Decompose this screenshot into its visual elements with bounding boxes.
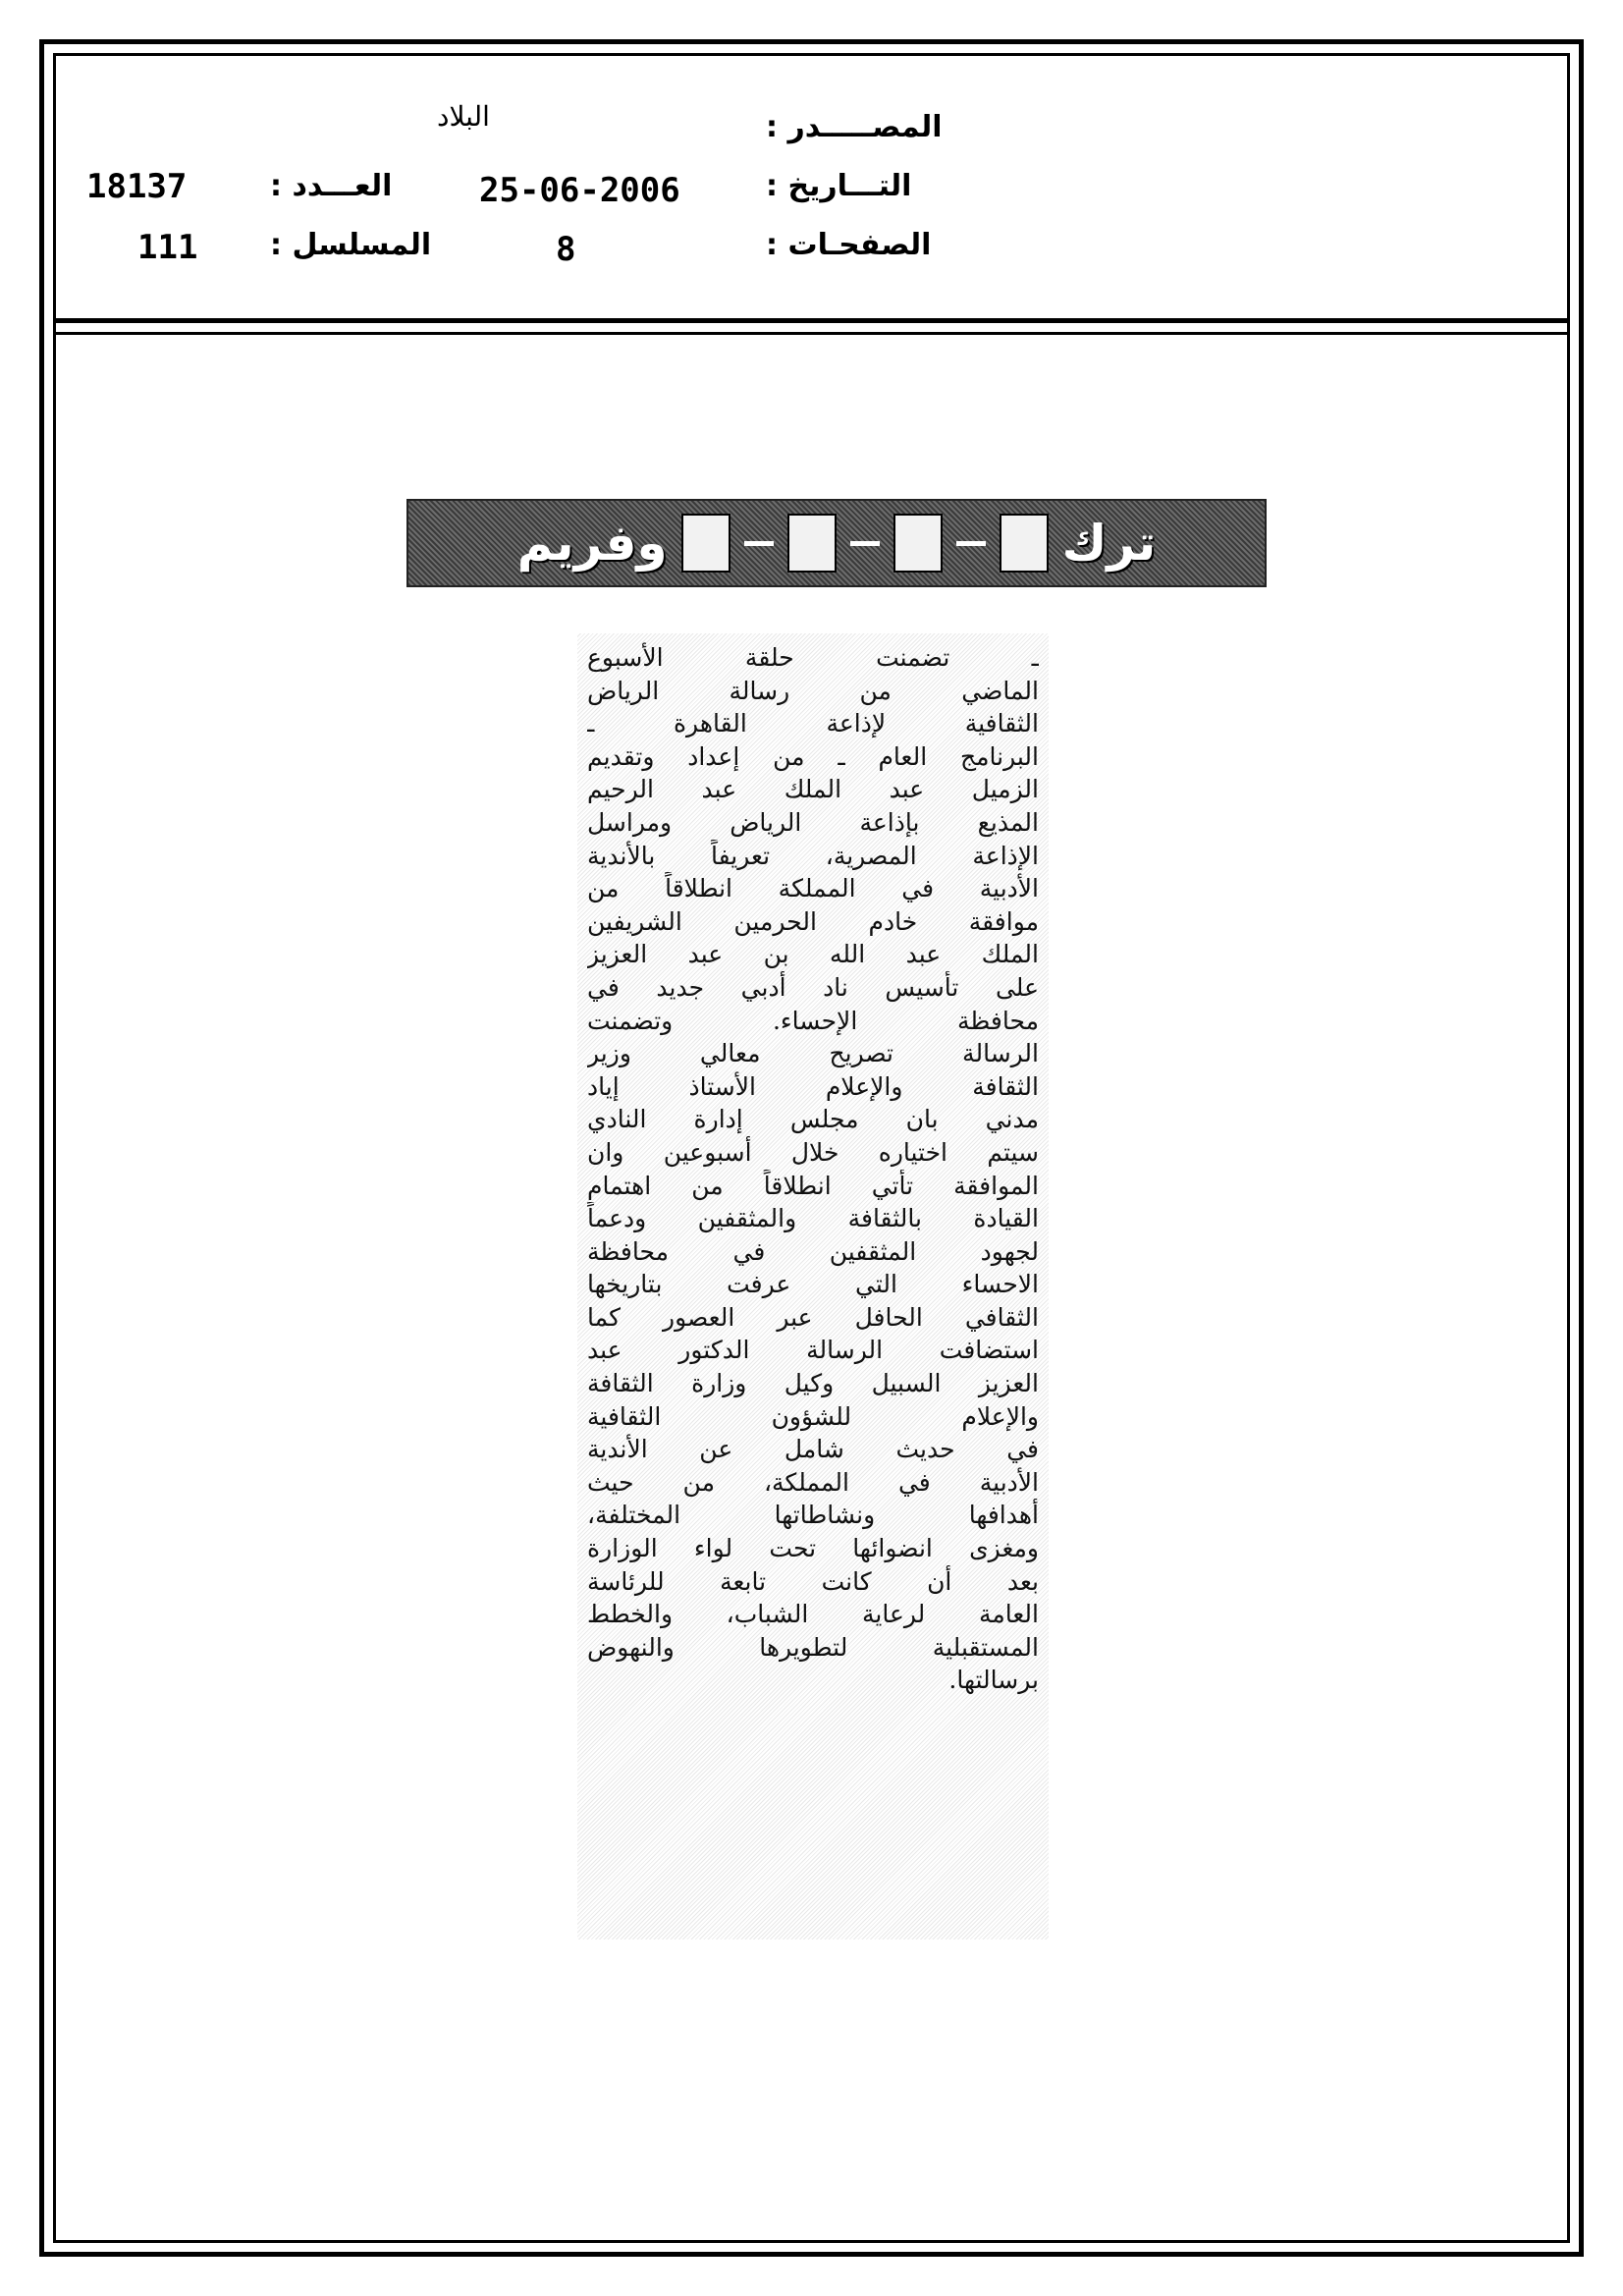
date-value: 25-06-2006 (479, 171, 680, 210)
article-line: العزيز السبيل وكيل وزارة الثقافة (587, 1369, 1039, 1398)
article-line: سيتم اختياره خلال أسبوعين وان (587, 1137, 1039, 1167)
article-line: مدني بان مجلس إدارة النادي (587, 1105, 1039, 1134)
redacted-block (681, 514, 730, 573)
article-line: البرنامج العام ـ من إعداد وتقديم (587, 741, 1039, 771)
article-line: في حديث شامل عن الأندية (587, 1435, 1039, 1464)
article-line: الماضي من رسالة الرياض (587, 676, 1039, 705)
article-headline (406, 499, 1267, 587)
article-line: استضافت الرسالة الدكتور عبد (587, 1336, 1039, 1365)
headline-word-left: وفريم (516, 515, 668, 572)
article-body (577, 633, 1049, 1940)
article-line: الأدبية في المملكة انطلاقاً من (587, 874, 1039, 903)
article-line: ومغزى انضوائها تحت لواء الوزارة (587, 1534, 1039, 1563)
article-line: المستقبلية لتطويرها والنهوض (587, 1632, 1039, 1662)
headline-dash (744, 541, 774, 546)
headline-dash (956, 541, 986, 546)
article-line: العامة لرعاية الشباب، والخطط (587, 1600, 1039, 1629)
article-line: برسالتها. (948, 1666, 1039, 1695)
issue-value: 18137 (86, 167, 188, 206)
headline-word-right: ترك (1061, 515, 1157, 572)
article-line: الثقافة والإعلام الأستاذ إياد (587, 1071, 1039, 1101)
article-line: لجهود المثقفين في محافظة (587, 1236, 1039, 1266)
article-line: القيادة بالثقافة والمثقفين ودعماً (587, 1204, 1039, 1233)
header-divider-inner (53, 332, 1570, 335)
article-line: الملك عبد الله بن عبد العزيز (587, 940, 1039, 969)
issue-label: العـــدد : (270, 169, 393, 203)
article-line: محافظة الإحساء. وتضمنت (587, 1006, 1039, 1035)
redacted-block (787, 514, 837, 573)
article-line: الثقافي الحافل عبر العصور كما (587, 1302, 1039, 1332)
pages-value: 8 (556, 230, 576, 269)
pages-label: الصفحـات : (766, 228, 932, 262)
article-line: أهدافها ونشاطاتها المختلفة، (587, 1501, 1039, 1530)
article-line: الموافقة تأتي انطلاقاً من اهتمام (587, 1171, 1039, 1200)
serial-label: المسلسل : (270, 228, 432, 262)
article-line: الإذاعة المصرية، تعريفاً بالأندية (587, 841, 1039, 870)
article-line: الرسالة تصريح معالي وزير (587, 1039, 1039, 1068)
redacted-block (1000, 514, 1049, 573)
article-line: المذيع بإذاعة الرياض ومراسل (587, 807, 1039, 837)
date-label: التـــاريخ : (766, 169, 912, 203)
serial-value: 111 (137, 228, 198, 267)
article-line: والإعلام للشؤون الثقافية (587, 1401, 1039, 1431)
article-line: الاحساء التي عرفت بتاريخها (587, 1270, 1039, 1299)
article-line: الأدبية في المملكة، من حيث (587, 1467, 1039, 1497)
article-line: موافقة خادم الحرمين الشريفين (587, 906, 1039, 936)
article-line: بعد أن كانت تابعة للرئاسة (587, 1566, 1039, 1596)
header-divider (53, 318, 1570, 323)
article-line: ـ تضمنت حلقة الأسبوع (587, 643, 1039, 672)
source-value: البلاد (437, 100, 490, 133)
source-label: المصـــــدر : (766, 110, 943, 144)
redacted-block (893, 514, 943, 573)
article-line: الثقافية لإذاعة القاهرة ـ (587, 709, 1039, 738)
article-line: على تأسيس ناد أدبي جديد في (587, 972, 1039, 1002)
article-line: الزميل عبد الملك عبد الرحيم (587, 775, 1039, 804)
headline-dash (850, 541, 880, 546)
